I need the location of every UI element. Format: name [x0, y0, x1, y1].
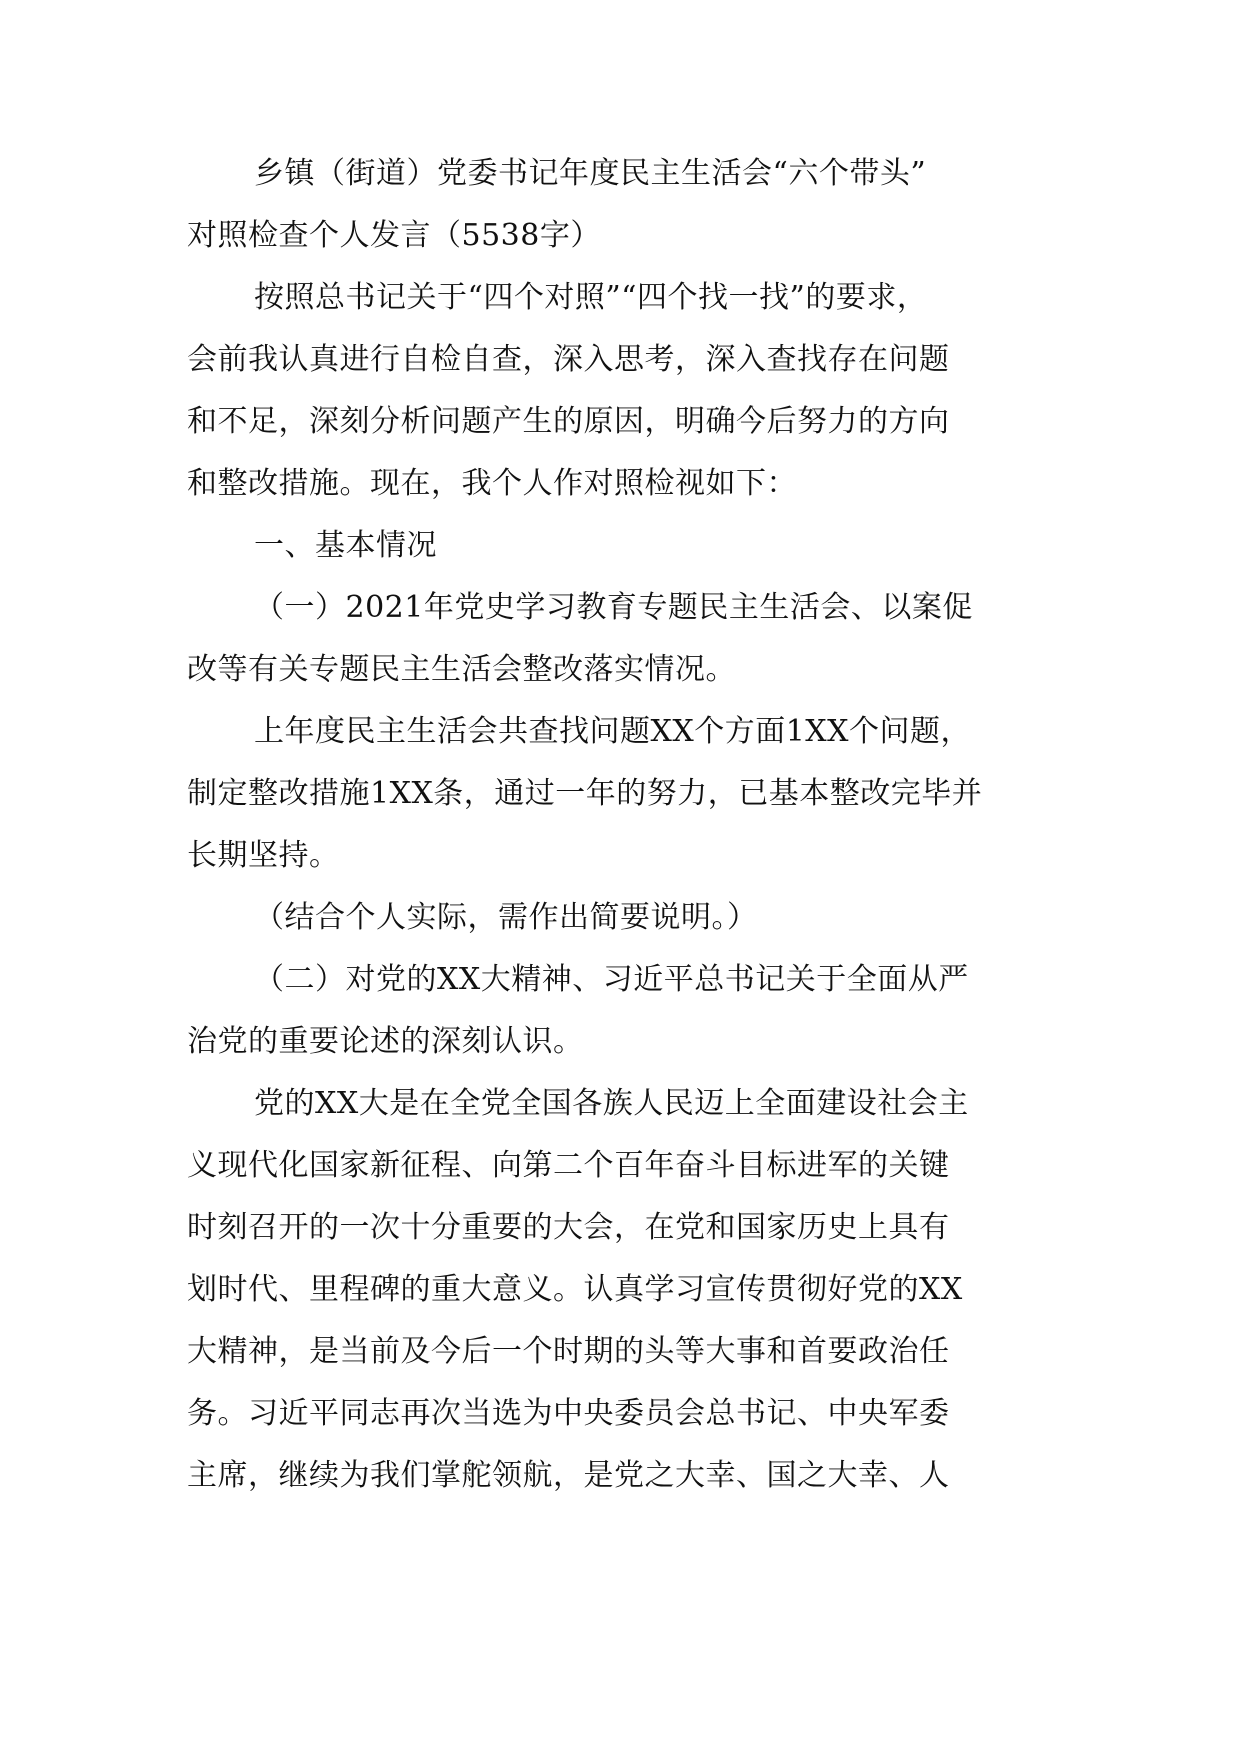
paragraph-line: 和不足，深刻分析问题产生的原因，明确今后努力的方向	[187, 404, 950, 439]
paragraph-line: （一）2021年党史学习教育专题民主生活会、以案促	[254, 590, 973, 625]
intro-paragraph	[187, 267, 1065, 515]
paragraph-line: 按照总书记关于“四个对照”“四个找一找”的要求，	[254, 280, 928, 315]
paragraph-line: 主席，继续为我们掌舵领航，是党之大幸、国之大幸、人	[187, 1458, 950, 1493]
paragraph-line: （结合个人实际，需作出简要说明。）	[254, 900, 758, 935]
heading-line: 一、基本情况	[254, 528, 437, 563]
paragraph-line: 治党的重要论述的深刻认识。	[187, 1024, 584, 1059]
paragraph-line: 会前我认真进行自检自查，深入思考，深入查找存在问题	[187, 342, 950, 377]
paragraph-line: 义现代化国家新征程、向第二个百年奋斗目标进军的关键	[187, 1148, 950, 1183]
section-heading	[187, 515, 1065, 577]
paragraph-line: 长期坚持。	[187, 838, 340, 873]
title-line: 乡镇（街道）党委书记年度民主生活会“六个带头”	[254, 156, 927, 191]
subsection-heading-2	[187, 949, 1065, 1073]
paragraph-line: 大精神，是当前及今后一个时期的头等大事和首要政治任	[187, 1334, 950, 1369]
document-title	[187, 143, 1065, 267]
paragraph-line: 务。习近平同志再次当选为中央委员会总书记、中央军委	[187, 1396, 950, 1431]
title-line: 对照检查个人发言（5538字）	[187, 218, 601, 253]
paragraph-line: 上年度民主生活会共查找问题XX个方面1XX个问题，	[254, 714, 972, 749]
note-paragraph	[187, 887, 1065, 949]
paragraph-line: 制定整改措施1XX条，通过一年的努力，已基本整改完毕并	[187, 776, 983, 811]
paragraph-line: 党的XX大是在全党全国各族人民迈上全面建设社会主	[254, 1086, 969, 1121]
paragraph-line: 和整改措施。现在，我个人作对照检视如下：	[187, 466, 797, 501]
paragraph-line: 时刻召开的一次十分重要的大会，在党和国家历史上具有	[187, 1210, 950, 1245]
congress-paragraph	[187, 1073, 1065, 1507]
subsection-heading-1	[187, 577, 1065, 701]
paragraph-line: 划时代、里程碑的重大意义。认真学习宣传贯彻好党的XX	[187, 1272, 963, 1307]
paragraph-line: 改等有关专题民主生活会整改落实情况。	[187, 652, 736, 687]
paragraph-line: （二）对党的XX大精神、习近平总书记关于全面从严	[254, 962, 969, 997]
rectification-paragraph	[187, 701, 1065, 887]
